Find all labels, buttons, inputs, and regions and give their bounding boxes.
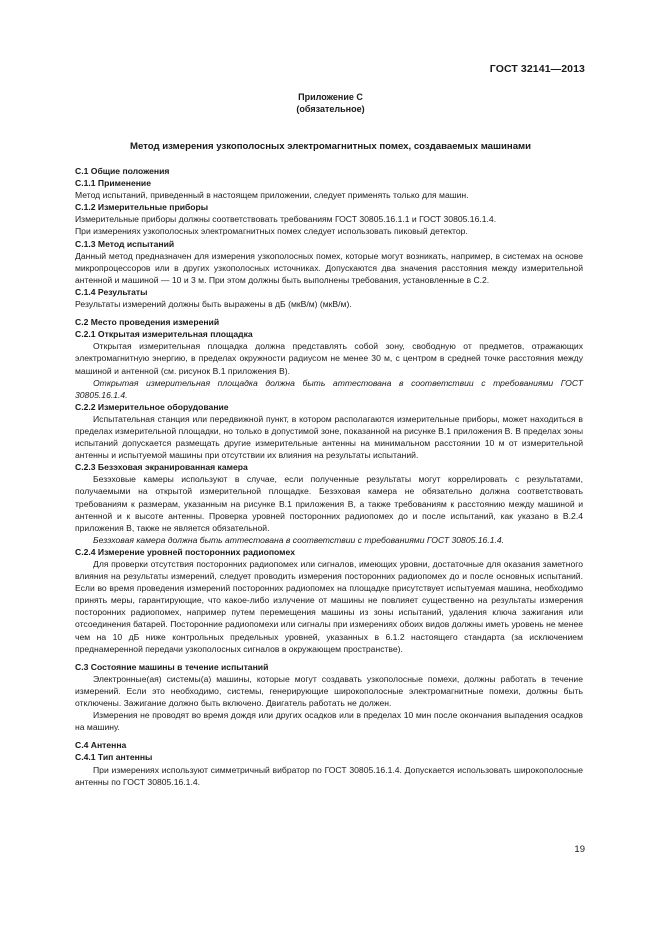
section-c3-text-2: Измерения не проводят во время дождя или других осадков или в пределах 10 мин после окончания выпадения осадков на машину. <box>75 710 583 733</box>
section-c14-text: Результаты измерений должны быть выражены в дБ (мкВ/м) (мкВ/м). <box>75 299 352 310</box>
section-c23-text-1: Безэховые камеры используют в случае, если полученные результаты могут коррелировать с результатами, получаемыми на открытой измерительной площадке. Безэховая камера не обязательно должна соответствовать требованиям к размерам, указанным на рисунке В.1 приложения В, а также требованиям к расстоянию между машиной и антенной и к высоте антенны. Проверка уровней посторонних радиопомех до и после испытаний, как указано в В.2.4 приложения В, также не является обязательной. <box>75 474 583 533</box>
section-c4-title: С.4 Антенна <box>75 740 127 751</box>
section-c21-text-1: Открытая измерительная площадка должна представлять собой зону, свободную от предметов, отражающих электромагнитную энергию, в пределах окружности радиусом не менее 30 м, с центром в средней точке расстояния между машиной и антенной (см. рисунок В.1 приложения В). <box>75 341 583 376</box>
section-c12-text-1: Измерительные приборы должны соответствовать требованиям ГОСТ 30805.16.1.1 и ГОСТ 30805.16.1.4. <box>75 214 497 225</box>
section-c21-title: С.2.1 Открытая измерительная площадка <box>75 329 253 340</box>
section-c41-text: При измерениях используют симметричный вибратор по ГОСТ 30805.16.1.4. Допускается использовать широкополосные антенны по ГОСТ 30805.16.1.4. <box>75 764 583 787</box>
section-c21-text-2: Открытая измерительная площадка должна быть аттестована в соответствии с требованиями ГОСТ 30805.16.1.4. <box>75 377 583 400</box>
section-c1-title: С.1 Общие положения <box>75 166 170 176</box>
section-c11-text: Метод испытаний, приведенный в настоящем приложении, следует применять только для машин. <box>75 190 469 201</box>
section-c24-text: Для проверки отсутствия посторонних радиопомех или сигналов, имеющих уровни, достаточные для оказания заметного влияния на результаты измерений, следует проводить измерения посторонних радиопомех до и после основных испытаний. Если во время проведения измерений посторонних радиопомех на площадке присутствует испытуемая машина, необходимо принять меры, гарантирующие, что какое-либо излучение от машины не повлияет существенно на результаты измерения посторонних радиопомех, например путем перемещения машины из зоны испытаний, удаления ключа зажигания или отсоединения батарей. Посторонние радиопомехи или сигналы при измерениях обоих видов должны иметь уровень не менее чем на 10 дБ ниже контрольных предельных уровней, указанных в 6.1.2 настоящего стандарта (за исключением преднамеренной передачи узкополосных сигналов в окружающем пространстве). <box>75 559 583 654</box>
standard-code: ГОСТ 32141—2013 <box>489 63 585 75</box>
section-c11-title: С.1.1 Применение <box>75 178 151 189</box>
section-c3-text-1: Электронные(ая) системы(а) машины, которые могут создавать узкополосные помехи, должны работать в течение измерений. Если это необходимо, системы, генерирующие широкополосные электромагнитные помехи, должны быть отключены. Зажигание должно быть включено. Двигатель работать не должен. <box>75 673 583 709</box>
section-c41-title: С.4.1 Тип антенны <box>75 752 153 763</box>
section-c12-text-2: При измерениях узкополосных электромагнитных помех следует использовать пиковый детектор. <box>75 226 468 237</box>
section-c22-text: Испытательная станция или передвижной пункт, в котором располагаются измерительные приборы, может находиться в пределах измерительной площадки, но только в допустимой зоне, показанной на рисунке В.1 приложения В. В пределах зоны испытаний допускается размещать другие измерительные антенны на минимальном расстоянии 10 м от измерительной антенны и испытуемой машины при отсутствии их влияния на результаты испытаний. <box>75 413 583 461</box>
section-c23-title: С.2.3 Безэховая экранированная камера <box>75 462 248 473</box>
page-number: 19 <box>574 844 585 855</box>
appendix-status: (обязательное) <box>296 104 365 114</box>
section-c23-text-2: Безэховая камера должна быть аттестована в соответствии с требованиями ГОСТ 30805.16.1.4. <box>93 534 505 545</box>
document-body <box>75 165 583 788</box>
section-c3-title: С.3 Состояние машины в течение испытаний <box>75 661 269 672</box>
section-c2-title: С.2 Место проведения измерений <box>75 317 220 328</box>
section-c24-title: С.2.4 Измерение уровней посторонних радиопомех <box>75 546 295 557</box>
section-c13-title: С.1.3 Метод испытаний <box>75 238 175 249</box>
section-c22-title: С.2.2 Измерительное оборудование <box>75 401 229 412</box>
section-c14-title: С.1.4 Результаты <box>75 286 148 297</box>
appendix-heading <box>0 91 661 115</box>
main-title: Метод измерения узкополосных электромагнитных помех, создаваемых машинами <box>129 141 532 152</box>
section-c13-text: Данный метод предназначен для измерения узкополосных помех, которые могут возникать, например, в системах на основе микропроцессоров или в других узкополосных источниках. Допускаются два значения расстояния между измерительной антенной и машиной — 10 и 3 м. При этом должны быть выполнены требования, установленные в С.2. <box>75 250 583 285</box>
appendix-title: Приложение С <box>298 92 363 102</box>
section-c12-title: С.1.2 Измерительные приборы <box>75 202 209 213</box>
